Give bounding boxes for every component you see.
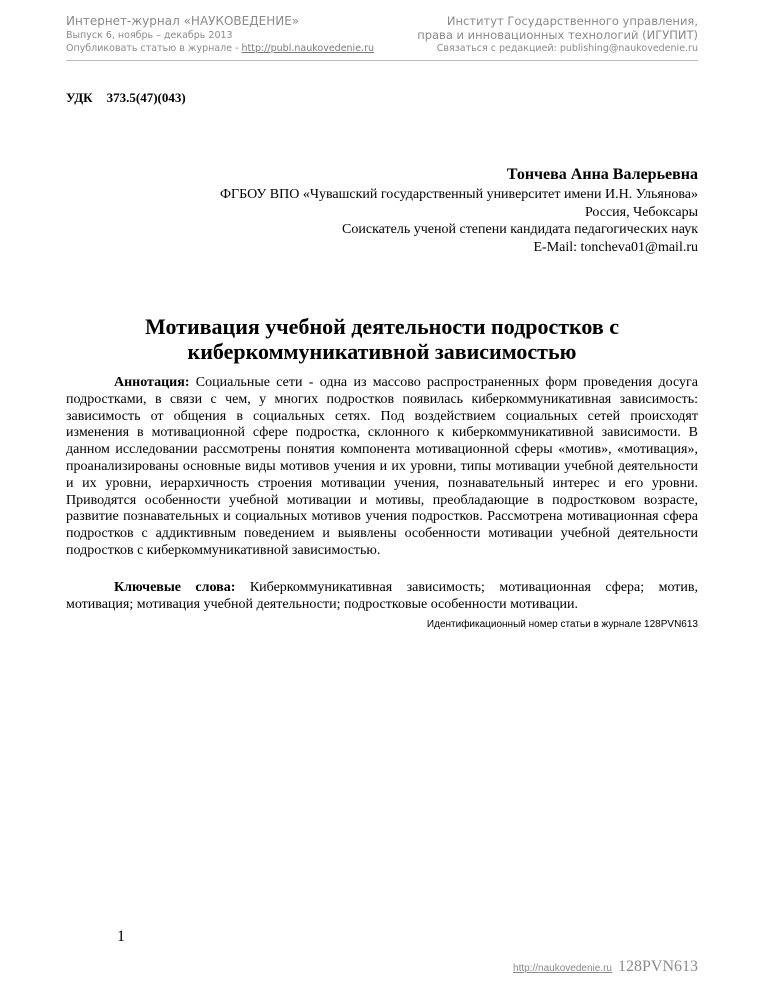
institute-header [417, 14, 698, 55]
article-title-line-1: Мотивация учебной деятельности подростков с [144, 314, 620, 339]
keywords [66, 580, 698, 614]
author-name: Тончева Анна Валерьевна [506, 166, 698, 183]
udk-line [66, 90, 186, 106]
udk-label: УДК [66, 90, 93, 105]
publish-link[interactable]: http://publ.naukovedenie.ru [241, 43, 374, 54]
contact-line[interactable]: Связаться с редакцией: publishing@naukovedenie.ru [436, 43, 698, 54]
abstract-label: Аннотация: [114, 375, 190, 390]
udk-value: 373.5(47)(043) [106, 90, 186, 105]
footer-code: 128PVN613 [617, 958, 698, 975]
institute-line-1: Институт Государственного управления, [446, 14, 698, 28]
author-email[interactable]: E-Mail: toncheva01@mail.ru [533, 239, 698, 255]
footer-link[interactable]: http://naukovedenie.ru [513, 963, 612, 974]
publish-line [66, 42, 374, 55]
journal-name: Интернет-журнал «НАУКОВЕДЕНИЕ» [66, 14, 300, 28]
author-affiliation: ФГБОУ ВПО «Чувашский государственный университет имени И.Н. Ульянова» [219, 187, 698, 202]
article-title [66, 314, 698, 364]
author-block [220, 164, 698, 256]
footer [513, 958, 698, 976]
author-location: Россия, Чебоксары [584, 204, 698, 220]
page-number: 1 [117, 928, 125, 945]
publish-text: Опубликовать статью в журнале - [66, 43, 242, 54]
article-id: Идентификационный номер статьи в журнале 128PVN613 [426, 619, 698, 630]
article-title-line-2: киберкоммуникативной зависимостью [187, 339, 577, 364]
author-degree: Соискатель ученой степени кандидата педагогических наук [342, 222, 698, 237]
journal-header [66, 14, 374, 55]
abstract [66, 375, 698, 560]
header-divider [66, 60, 698, 61]
keywords-label: Ключевые слова: [114, 580, 236, 595]
abstract-text: Социальные сети - одна из массово распространенных форм проведения досуга подростками, в связи с чем, у многих подростков появилась киберкоммуникативная зависимость: зависимость от общения в социальных сетях. Под воздействием социальных сетей происходят изменения в мотивационной сфере подростка, склонного к киберкоммуникативной зависимости. В данном исследовании рассмотрены понятия компонента мотивационной сферы «мотив», «мотивация», проанализированы основные виды мотивов учения и их уровни, типы мотивации учебной деятельности и их уровни, иерархичность строения мотивации учения, познавательный интерес и его уровни. Приводятся особенности учебной мотивации и мотивы, преобладающие в подростковом возрасте, развитие познавательных и социальных мотивов учения подростков. Рассмотрена мотивационная сфера подростков с аддиктивным поведением и выявлены особенности мотивации учебной деятельности подростков с киберкоммуникативной зависимостью. [66, 375, 698, 558]
issue-info: Выпуск 6, ноябрь – декабрь 2013 [66, 30, 233, 41]
keywords-text: Киберкоммуникативная зависимость; мотивационная сфера; мотив, мотивация; мотивация учебной деятельности; подростковые особенности мотивации. [66, 580, 698, 612]
institute-line-2: права и инновационных технологий (ИГУПИТ) [417, 28, 698, 42]
